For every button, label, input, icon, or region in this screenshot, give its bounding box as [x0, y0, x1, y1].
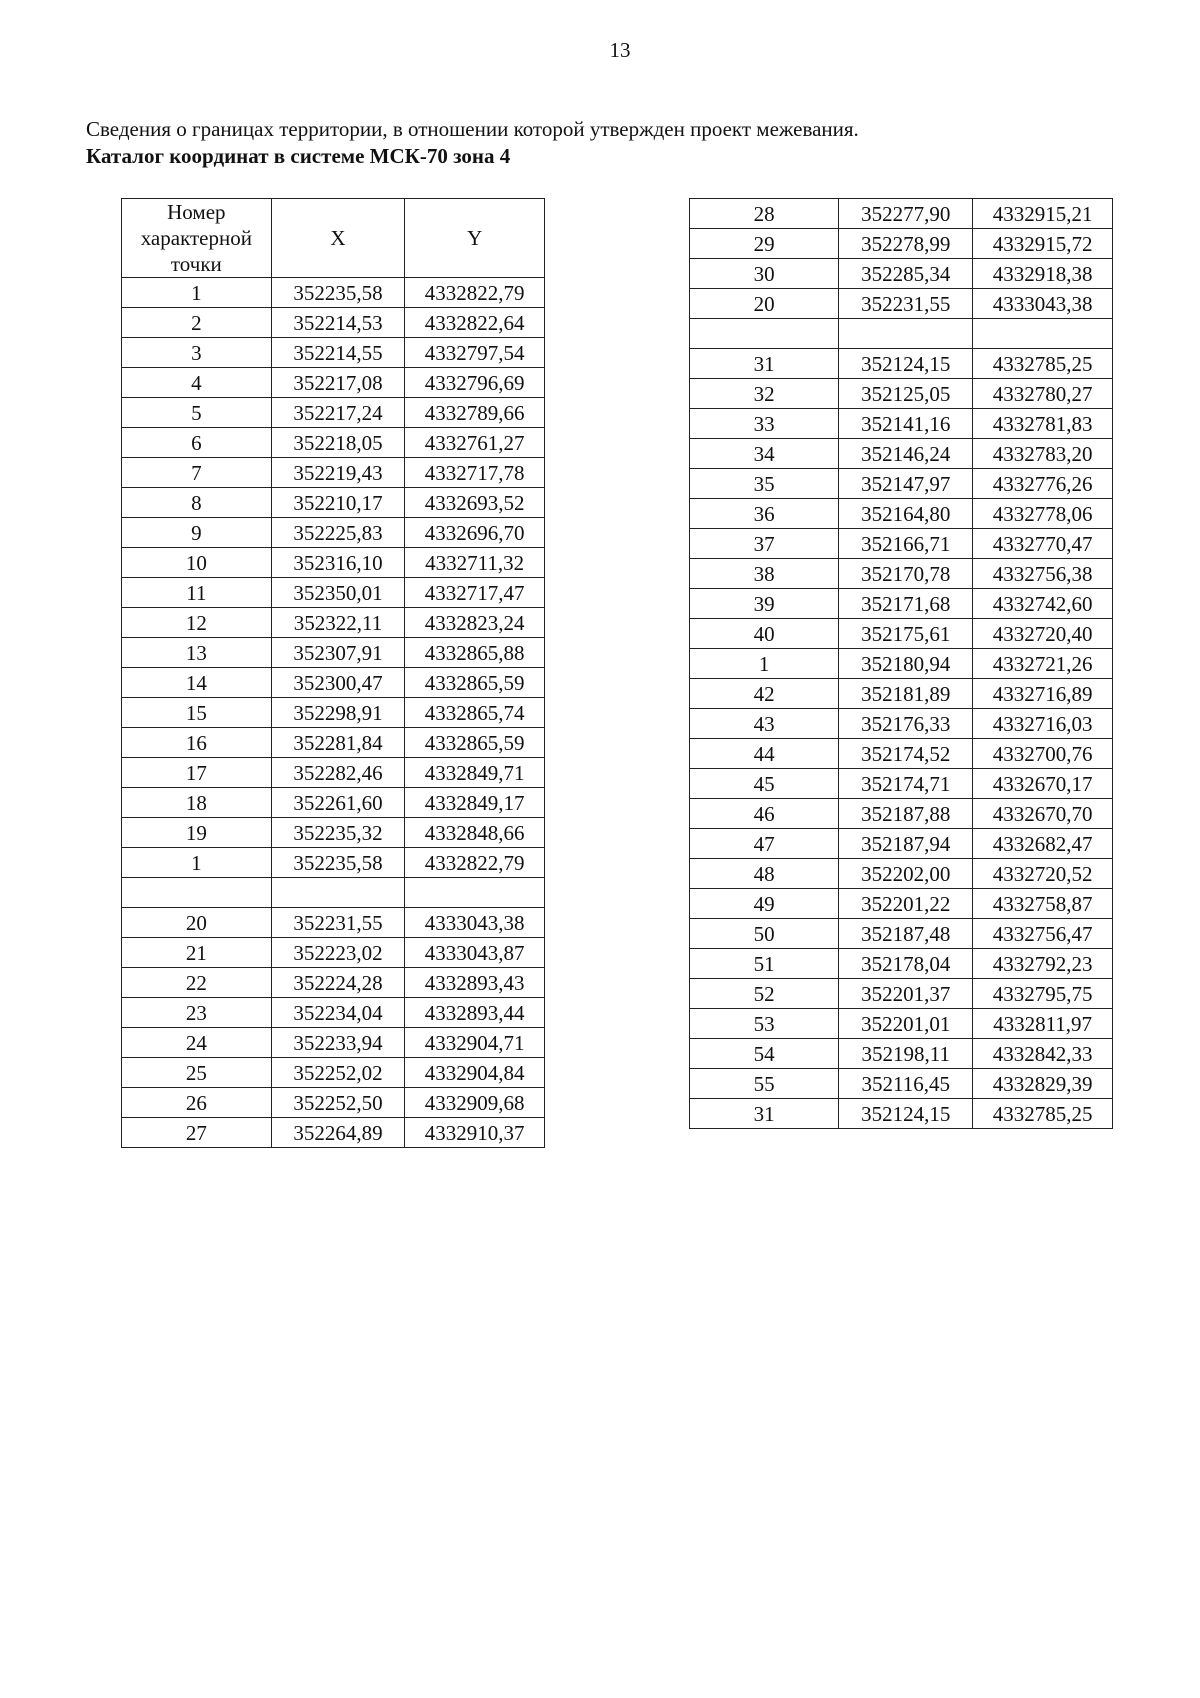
y-coordinate-cell: 4332792,23 [973, 949, 1113, 979]
y-coordinate-cell: 4332849,71 [405, 758, 545, 788]
y-coordinate-cell: 4332693,52 [405, 488, 545, 518]
x-coordinate-cell: 352252,02 [271, 1058, 405, 1088]
y-coordinate-cell: 4332893,43 [405, 968, 545, 998]
table-row [122, 1088, 545, 1118]
point-number-cell: 24 [122, 1028, 272, 1058]
x-coordinate-cell: 352141,16 [839, 409, 973, 439]
table-row [122, 338, 545, 368]
x-coordinate-cell: 352217,24 [271, 398, 405, 428]
table-row [690, 769, 1113, 799]
y-coordinate-cell: 4332781,83 [973, 409, 1113, 439]
y-header: Y [405, 199, 545, 278]
table-row [690, 919, 1113, 949]
coordinates-table-right [689, 198, 1113, 1129]
x-header: X [271, 199, 405, 278]
y-coordinate-cell: 4332716,03 [973, 709, 1113, 739]
table-row [690, 649, 1113, 679]
table-row [690, 349, 1113, 379]
point-number-cell: 55 [690, 1069, 839, 1099]
table-row [122, 878, 545, 908]
x-coordinate-cell: 352300,47 [271, 668, 405, 698]
y-coordinate-cell: 4332783,20 [973, 439, 1113, 469]
table-row [122, 788, 545, 818]
point-number-cell: 8 [122, 488, 272, 518]
y-coordinate-cell: 4332893,44 [405, 998, 545, 1028]
table-row [690, 499, 1113, 529]
point-number-cell: 1 [690, 649, 839, 679]
table-row [690, 409, 1113, 439]
y-coordinate-cell: 4332785,25 [973, 349, 1113, 379]
point-number-cell: 50 [690, 919, 839, 949]
point-number-cell: 12 [122, 608, 272, 638]
x-coordinate-cell: 352214,53 [271, 308, 405, 338]
x-coordinate-cell: 352233,94 [271, 1028, 405, 1058]
point-number-cell: 36 [690, 499, 839, 529]
x-coordinate-cell: 352316,10 [271, 548, 405, 578]
point-number-cell: 16 [122, 728, 272, 758]
y-coordinate-cell: 4332910,37 [405, 1118, 545, 1148]
y-coordinate-cell: 4332849,17 [405, 788, 545, 818]
x-coordinate-cell: 352231,55 [839, 289, 973, 319]
table-row [122, 428, 545, 458]
table-row [122, 998, 545, 1028]
y-coordinate-cell: 4332915,72 [973, 229, 1113, 259]
y-coordinate-cell: 4332696,70 [405, 518, 545, 548]
y-coordinate-cell: 4332795,75 [973, 979, 1113, 1009]
point-number-cell: 25 [122, 1058, 272, 1088]
y-coordinate-cell: 4332717,47 [405, 578, 545, 608]
table-row [122, 608, 545, 638]
table-row [122, 668, 545, 698]
table-row [690, 889, 1113, 919]
x-coordinate-cell: 352125,05 [839, 379, 973, 409]
x-coordinate-cell: 352252,50 [271, 1088, 405, 1118]
y-coordinate-cell: 4332670,17 [973, 769, 1113, 799]
point-number-cell: 32 [690, 379, 839, 409]
point-number-cell: 52 [690, 979, 839, 1009]
x-coordinate-cell: 352187,48 [839, 919, 973, 949]
table-row [690, 259, 1113, 289]
y-coordinate-cell: 4332797,54 [405, 338, 545, 368]
y-coordinate-cell: 4332865,59 [405, 728, 545, 758]
point-number-cell [122, 878, 272, 908]
x-coordinate-cell: 352225,83 [271, 518, 405, 548]
table-row [690, 289, 1113, 319]
table-row [690, 469, 1113, 499]
point-number-cell: 54 [690, 1039, 839, 1069]
x-coordinate-cell: 352278,99 [839, 229, 973, 259]
y-coordinate-cell: 4332778,06 [973, 499, 1113, 529]
x-coordinate-cell: 352187,94 [839, 829, 973, 859]
point-number-cell: 9 [122, 518, 272, 548]
point-number-cell: 17 [122, 758, 272, 788]
point-number-cell: 26 [122, 1088, 272, 1118]
table-row [122, 578, 545, 608]
x-coordinate-cell: 352298,91 [271, 698, 405, 728]
y-coordinate-cell: 4332721,26 [973, 649, 1113, 679]
x-coordinate-cell: 352214,55 [271, 338, 405, 368]
y-coordinate-cell: 4333043,87 [405, 938, 545, 968]
y-coordinate-cell: 4332823,24 [405, 608, 545, 638]
y-coordinate-cell: 4332717,78 [405, 458, 545, 488]
x-coordinate-cell: 352234,04 [271, 998, 405, 1028]
point-number-cell: 42 [690, 679, 839, 709]
point-number-cell: 31 [690, 349, 839, 379]
table-row [122, 548, 545, 578]
x-coordinate-cell: 352124,15 [839, 349, 973, 379]
table-row [122, 698, 545, 728]
table-row [690, 1009, 1113, 1039]
y-coordinate-cell: 4332822,64 [405, 308, 545, 338]
y-coordinate-cell [405, 878, 545, 908]
y-coordinate-cell: 4332904,71 [405, 1028, 545, 1058]
x-coordinate-cell: 352235,58 [271, 278, 405, 308]
x-coordinate-cell: 352219,43 [271, 458, 405, 488]
table-row [122, 458, 545, 488]
table-row [122, 908, 545, 938]
table-row [690, 529, 1113, 559]
point-number-cell: 31 [690, 1099, 839, 1129]
x-coordinate-cell: 352124,15 [839, 1099, 973, 1129]
table-row [690, 229, 1113, 259]
point-number-cell: 1 [122, 848, 272, 878]
point-header-line: точки [170, 252, 222, 276]
point-number-cell: 10 [122, 548, 272, 578]
table-row [122, 1058, 545, 1088]
table-row [690, 799, 1113, 829]
x-coordinate-cell: 352164,80 [839, 499, 973, 529]
x-coordinate-cell: 352175,61 [839, 619, 973, 649]
y-coordinate-cell: 4332720,40 [973, 619, 1113, 649]
table-row [122, 518, 545, 548]
x-coordinate-cell: 352282,46 [271, 758, 405, 788]
y-coordinate-cell: 4332865,88 [405, 638, 545, 668]
table-row [122, 488, 545, 518]
table-row [122, 938, 545, 968]
y-coordinate-cell: 4332915,21 [973, 199, 1113, 229]
y-coordinate-cell: 4332700,76 [973, 739, 1113, 769]
y-coordinate-cell: 4332776,26 [973, 469, 1113, 499]
point-number-cell: 51 [690, 949, 839, 979]
point-number-cell: 22 [122, 968, 272, 998]
table-row [122, 818, 545, 848]
x-coordinate-cell: 352198,11 [839, 1039, 973, 1069]
y-coordinate-cell: 4333043,38 [405, 908, 545, 938]
table-row [122, 728, 545, 758]
x-coordinate-cell: 352180,94 [839, 649, 973, 679]
point-number-cell: 23 [122, 998, 272, 1028]
table-row [690, 829, 1113, 859]
x-coordinate-cell: 352201,37 [839, 979, 973, 1009]
y-coordinate-cell: 4332909,68 [405, 1088, 545, 1118]
x-coordinate-cell: 352171,68 [839, 589, 973, 619]
x-coordinate-cell: 352166,71 [839, 529, 973, 559]
x-coordinate-cell: 352181,89 [839, 679, 973, 709]
y-coordinate-cell: 4332711,32 [405, 548, 545, 578]
page-number: 13 [609, 38, 631, 62]
y-coordinate-cell: 4332918,38 [973, 259, 1113, 289]
point-number-cell: 48 [690, 859, 839, 889]
y-coordinate-cell: 4332785,25 [973, 1099, 1113, 1129]
x-coordinate-cell: 352264,89 [271, 1118, 405, 1148]
y-coordinate-cell: 4332829,39 [973, 1069, 1113, 1099]
x-coordinate-cell: 352201,22 [839, 889, 973, 919]
table-row [690, 679, 1113, 709]
point-number-cell: 38 [690, 559, 839, 589]
y-coordinate-cell: 4332682,47 [973, 829, 1113, 859]
table-row [122, 848, 545, 878]
point-header-line: характерной [140, 226, 252, 250]
y-coordinate-cell: 4332796,69 [405, 368, 545, 398]
x-coordinate-cell: 352218,05 [271, 428, 405, 458]
point-number-cell: 5 [122, 398, 272, 428]
x-coordinate-cell: 352322,11 [271, 608, 405, 638]
table-row [690, 379, 1113, 409]
catalog-title: Каталог координат в системе МСК-70 зона 4 [86, 144, 511, 168]
x-coordinate-cell: 352176,33 [839, 709, 973, 739]
x-coordinate-cell: 352202,00 [839, 859, 973, 889]
table-row [690, 739, 1113, 769]
table-row [122, 308, 545, 338]
table-row [690, 949, 1113, 979]
y-coordinate-cell: 4332756,38 [973, 559, 1113, 589]
table-row [690, 1069, 1113, 1099]
table-body-left [122, 278, 545, 1148]
x-coordinate-cell: 352201,01 [839, 1009, 973, 1039]
point-number-cell: 49 [690, 889, 839, 919]
point-number-cell: 2 [122, 308, 272, 338]
y-coordinate-cell: 4332770,47 [973, 529, 1113, 559]
table-row [122, 1028, 545, 1058]
point-number-cell: 47 [690, 829, 839, 859]
table-row [690, 589, 1113, 619]
intro-text: Сведения о границах территории, в отношении которой утвержден проект межевания. [86, 117, 859, 141]
point-number-cell: 28 [690, 199, 839, 229]
x-coordinate-cell: 352223,02 [271, 938, 405, 968]
table-row [690, 709, 1113, 739]
y-coordinate-cell: 4333043,38 [973, 289, 1113, 319]
table-row [690, 619, 1113, 649]
x-coordinate-cell: 352210,17 [271, 488, 405, 518]
point-number-cell: 19 [122, 818, 272, 848]
table-row [122, 638, 545, 668]
point-number-cell: 11 [122, 578, 272, 608]
y-coordinate-cell: 4332720,52 [973, 859, 1113, 889]
x-coordinate-cell: 352217,08 [271, 368, 405, 398]
x-coordinate-cell [839, 319, 973, 349]
point-number-cell: 44 [690, 739, 839, 769]
table-row [122, 368, 545, 398]
table-row [690, 439, 1113, 469]
x-coordinate-cell: 352307,91 [271, 638, 405, 668]
point-number-cell: 21 [122, 938, 272, 968]
point-number-header [122, 199, 272, 278]
point-number-cell: 14 [122, 668, 272, 698]
y-coordinate-cell: 4332811,97 [973, 1009, 1113, 1039]
point-number-cell: 18 [122, 788, 272, 818]
y-coordinate-cell: 4332842,33 [973, 1039, 1113, 1069]
point-number-cell: 35 [690, 469, 839, 499]
x-coordinate-cell: 352231,55 [271, 908, 405, 938]
point-number-cell: 3 [122, 338, 272, 368]
coordinates-table-left [121, 198, 545, 1148]
point-number-cell: 37 [690, 529, 839, 559]
y-coordinate-cell: 4332756,47 [973, 919, 1113, 949]
y-coordinate-cell: 4332780,27 [973, 379, 1113, 409]
table-row [690, 1039, 1113, 1069]
point-number-cell [690, 319, 839, 349]
x-coordinate-cell: 352174,52 [839, 739, 973, 769]
y-coordinate-cell: 4332670,70 [973, 799, 1113, 829]
table-row [122, 278, 545, 308]
point-number-cell: 34 [690, 439, 839, 469]
y-coordinate-cell: 4332716,89 [973, 679, 1113, 709]
x-coordinate-cell: 352277,90 [839, 199, 973, 229]
point-number-cell: 40 [690, 619, 839, 649]
table-row [122, 758, 545, 788]
x-coordinate-cell: 352146,24 [839, 439, 973, 469]
table-row [122, 968, 545, 998]
y-coordinate-cell: 4332789,66 [405, 398, 545, 428]
table-row [690, 319, 1113, 349]
point-number-cell: 20 [122, 908, 272, 938]
table-row [690, 559, 1113, 589]
x-coordinate-cell: 352285,34 [839, 259, 973, 289]
point-number-cell: 20 [690, 289, 839, 319]
table-row [122, 1118, 545, 1148]
y-coordinate-cell: 4332865,59 [405, 668, 545, 698]
point-number-cell: 27 [122, 1118, 272, 1148]
header-row [122, 199, 545, 278]
x-coordinate-cell: 352235,32 [271, 818, 405, 848]
point-number-cell: 4 [122, 368, 272, 398]
point-number-cell: 43 [690, 709, 839, 739]
x-coordinate-cell: 352350,01 [271, 578, 405, 608]
x-coordinate-cell: 352147,97 [839, 469, 973, 499]
point-number-cell: 46 [690, 799, 839, 829]
point-number-cell: 6 [122, 428, 272, 458]
point-number-cell: 29 [690, 229, 839, 259]
point-number-cell: 1 [122, 278, 272, 308]
x-coordinate-cell: 352187,88 [839, 799, 973, 829]
point-number-cell: 30 [690, 259, 839, 289]
y-coordinate-cell [973, 319, 1113, 349]
y-coordinate-cell: 4332761,27 [405, 428, 545, 458]
point-number-cell: 33 [690, 409, 839, 439]
point-number-cell: 15 [122, 698, 272, 728]
point-number-cell: 53 [690, 1009, 839, 1039]
x-coordinate-cell: 352116,45 [839, 1069, 973, 1099]
x-coordinate-cell: 352224,28 [271, 968, 405, 998]
point-number-cell: 13 [122, 638, 272, 668]
point-number-cell: 39 [690, 589, 839, 619]
point-number-cell: 45 [690, 769, 839, 799]
y-coordinate-cell: 4332742,60 [973, 589, 1113, 619]
x-coordinate-cell: 352261,60 [271, 788, 405, 818]
y-coordinate-cell: 4332822,79 [405, 848, 545, 878]
x-coordinate-cell: 352281,84 [271, 728, 405, 758]
y-coordinate-cell: 4332758,87 [973, 889, 1113, 919]
table-row [690, 1099, 1113, 1129]
x-coordinate-cell: 352170,78 [839, 559, 973, 589]
x-coordinate-cell: 352178,04 [839, 949, 973, 979]
x-coordinate-cell [271, 878, 405, 908]
table-body-right [690, 199, 1113, 1129]
table-row [122, 398, 545, 428]
table-row [690, 979, 1113, 1009]
x-coordinate-cell: 352174,71 [839, 769, 973, 799]
point-number-cell: 7 [122, 458, 272, 488]
table-header [122, 199, 545, 278]
point-header-line: Номер [167, 200, 226, 224]
y-coordinate-cell: 4332904,84 [405, 1058, 545, 1088]
table-row [690, 859, 1113, 889]
y-coordinate-cell: 4332822,79 [405, 278, 545, 308]
table-row [690, 199, 1113, 229]
y-coordinate-cell: 4332848,66 [405, 818, 545, 848]
y-coordinate-cell: 4332865,74 [405, 698, 545, 728]
x-coordinate-cell: 352235,58 [271, 848, 405, 878]
